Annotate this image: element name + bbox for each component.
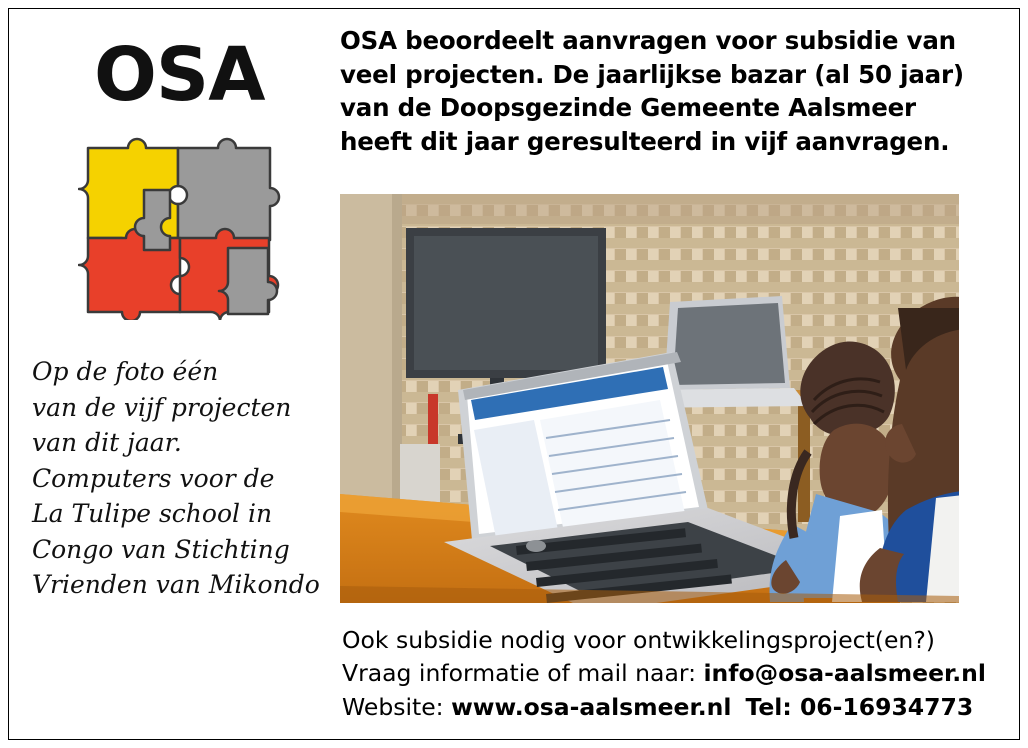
caption-line-6: Congo van Stichting (32, 534, 290, 564)
footer-line-2 (342, 657, 992, 690)
footer-line-1: Ook subsidie nodig voor ontwikkelingsproject(en?) (342, 626, 935, 654)
caption-line-4: Computers voor de (32, 463, 275, 493)
website-url[interactable]: www.osa-aalsmeer.nl (451, 692, 732, 721)
contact-footer (342, 624, 992, 724)
headline-line-3: van de Doopsgezinde Gemeente Aalsmeer (340, 93, 916, 123)
left-column (26, 22, 326, 722)
puzzle-pieces-icon (78, 130, 290, 320)
website-label: Website: (342, 692, 452, 721)
right-column (340, 24, 1000, 721)
headline-line-4: heeft dit jaar geresulteerd in vijf aanvragen. (340, 126, 950, 156)
headline-line-2: veel projecten. De jaarlijkse bazar (al 50 jaar) (340, 59, 964, 89)
caption-line-1: Op de foto één (32, 357, 219, 386)
headline-line-1: OSA beoordeelt aanvragen voor subsidie van (340, 26, 956, 55)
logo-wordmark: OSA (94, 32, 265, 118)
footer-line-3 (342, 691, 992, 724)
email-address[interactable]: info@osa-aalsmeer.nl (703, 659, 986, 688)
caption-line-5: La Tulipe school in (32, 499, 273, 528)
photo-caption (32, 354, 328, 603)
caption-line-7: Vrienden van Mikondo (32, 570, 320, 599)
headline (340, 24, 1000, 158)
tel-number[interactable]: 06-16934773 (799, 692, 974, 721)
osa-logo (26, 22, 306, 322)
caption-line-2: van de vijf projecten (32, 392, 292, 422)
caption-line-3: van dit jaar. (32, 428, 182, 457)
project-photo (340, 194, 959, 603)
mail-prompt: Vraag informatie of mail naar: (342, 659, 704, 688)
tel-label: Tel: (745, 692, 800, 721)
